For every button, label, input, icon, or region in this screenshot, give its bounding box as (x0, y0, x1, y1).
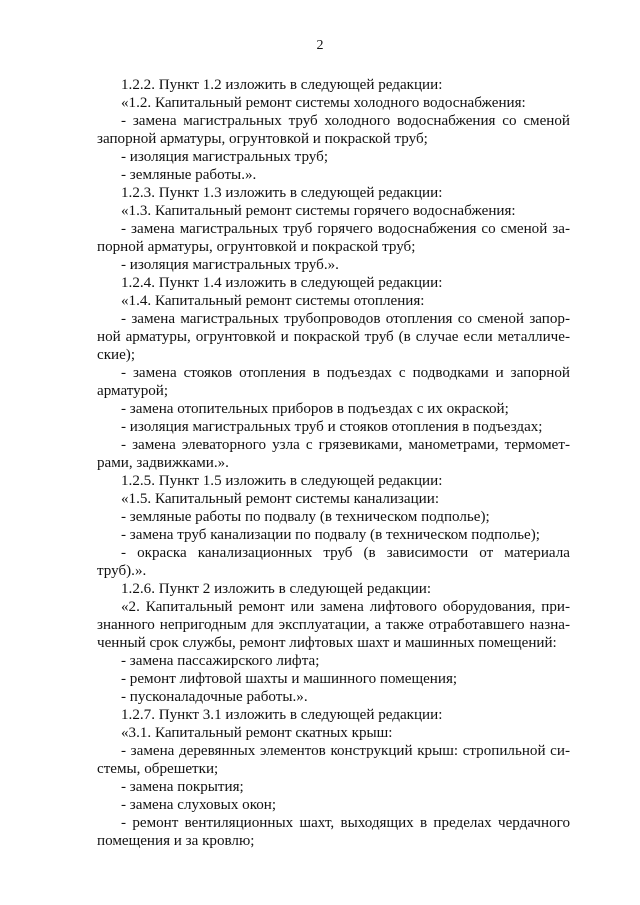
paragraph: - изоляция магистральных труб и стояков отопления в подъездах; (121, 419, 543, 435)
paragraph: 1.2.4. Пункт 1.4 изложить в следующей редакции: (121, 275, 443, 291)
paragraph: - земляные работы по подвалу (в техническом подполье); (121, 509, 490, 525)
paragraph: - замена пассажирского лифта; (121, 653, 320, 669)
paragraph: - ремонт вентиляционных шахт, выходящих в пределах чердачного помещения и за кровлю; (97, 815, 570, 849)
paragraph: 1.2.5. Пункт 1.5 изложить в следующей редакции: (121, 473, 443, 489)
paragraph: - замена деревянных элементов конструкций крыш: стропильной системы, обрешетки; (97, 743, 570, 777)
paragraph: - замена элеваторного узла с грязевиками, манометрами, термометрами, задвижками.». (97, 437, 570, 471)
paragraph: - окраска канализационных труб (в зависимости от материала труб).». (97, 545, 570, 579)
paragraph: - замена магистральных трубопроводов отопления со сменой запорной арматуры, огрунтовкой и покраской труб (в случае если металлические); (97, 311, 570, 363)
paragraph: «1.2. Капитальный ремонт системы холодного водоснабжения: (121, 95, 526, 111)
paragraph: - изоляция магистральных труб; (121, 149, 329, 165)
paragraph: «2. Капитальный ремонт или замена лифтового оборудования, признанного непригодным для эксплуатации, а также отработавшего назначенный срок службы, ремонт лифтовых шахт и машинных помещений: (97, 599, 570, 651)
paragraph: «1.4. Капитальный ремонт системы отопления: (121, 293, 425, 309)
document-body (97, 76, 570, 850)
paragraph: - замена магистральных труб холодного водоснабжения со сменой запорной арматуры, огрунтовкой и покраской труб; (97, 113, 570, 147)
paragraph: - замена отопительных приборов в подъездах с их окраской; (121, 401, 509, 417)
paragraph: «1.3. Капитальный ремонт системы горячего водоснабжения: (121, 203, 516, 219)
paragraph: - замена магистральных труб горячего водоснабжения со сменой запорной арматуры, огрунтовкой и покраской труб; (97, 221, 570, 255)
paragraph: «1.5. Капитальный ремонт системы канализации: (121, 491, 440, 507)
paragraph: - замена покрытия; (121, 779, 244, 795)
paragraph: - пусконаладочные работы.». (121, 689, 308, 705)
paragraph: 1.2.2. Пункт 1.2 изложить в следующей редакции: (121, 77, 443, 93)
paragraph: 1.2.3. Пункт 1.3 изложить в следующей редакции: (121, 185, 443, 201)
paragraph: - замена труб канализации по подвалу (в техническом подполье); (121, 527, 540, 543)
page-number: 2 (316, 38, 324, 53)
paragraph: - изоляция магистральных труб.». (121, 257, 339, 273)
paragraph: 1.2.7. Пункт 3.1 изложить в следующей редакции: (121, 707, 443, 723)
paragraph: - замена слуховых окон; (121, 797, 277, 813)
paragraph: - замена стояков отопления в подъездах с подводками и запорной арматурой; (97, 365, 570, 399)
paragraph: - ремонт лифтовой шахты и машинного помещения; (121, 671, 458, 687)
paragraph: «3.1. Капитальный ремонт скатных крыш: (121, 725, 393, 741)
paragraph: 1.2.6. Пункт 2 изложить в следующей редакции: (121, 581, 432, 597)
paragraph: - земляные работы.». (121, 167, 257, 183)
